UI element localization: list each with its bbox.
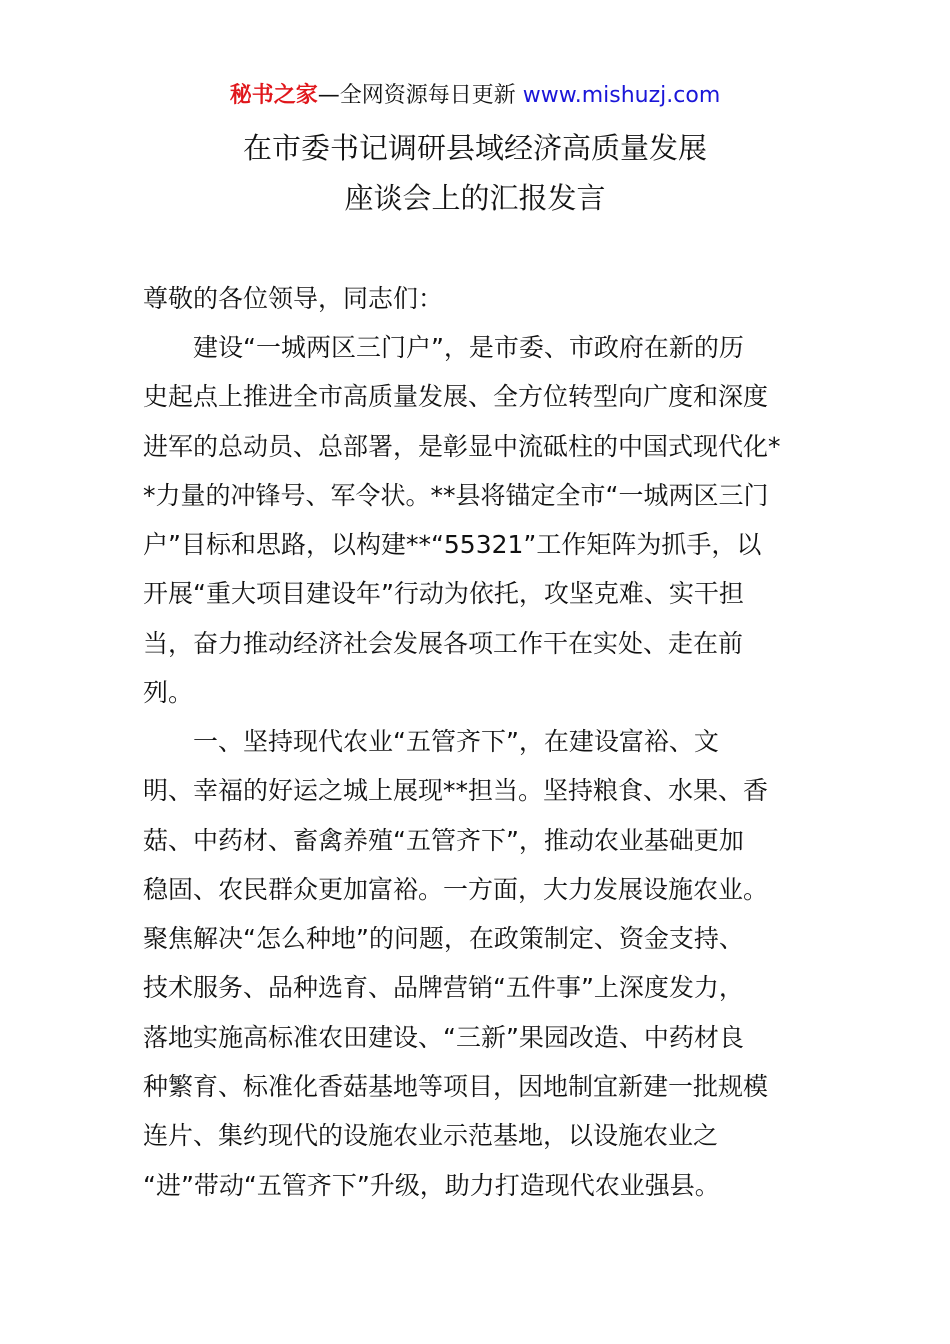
paragraph-1 <box>143 323 808 717</box>
paragraph-line: 明、幸福的好运之城上展现**担当。坚持粮食、水果、香 <box>143 776 769 806</box>
paragraph-line: 落地实施高标准农田建设、“三新”果园改造、中药材良 <box>143 1022 744 1052</box>
paragraph-line: 列。 <box>143 678 194 708</box>
paragraph-line: “进”带动“五管齐下”升级，助力打造现代农业强县。 <box>143 1170 720 1200</box>
paragraph-line: 聚焦解决“怎么种地”的问题，在政策制定、资金支持、 <box>143 924 744 954</box>
paragraph-line: 史起点上推进全市高质量发展、全方位转型向广度和深度 <box>143 382 769 412</box>
document-title-line-1: 在市委书记调研县域经济高质量发展 <box>242 131 707 165</box>
paragraph-line: 连片、集约现代的设施农业示范基地，以设施农业之 <box>143 1121 719 1151</box>
paragraph-line: 开展“重大项目建设年”行动为依托，攻坚克难、实干担 <box>143 579 744 609</box>
paragraph-line: 户”目标和思路，以构建**“55321”工作矩阵为抓手，以 <box>143 530 762 560</box>
paragraph-line: 建设“一城两区三门户”，是市委、市政府在新的历 <box>143 333 744 362</box>
header-tagline: —全网资源每日更新 <box>317 83 516 108</box>
paragraph-line: 种繁育、标准化香菇基地等项目，因地制宜新建一批规模 <box>143 1072 769 1102</box>
site-link[interactable]: www.mishuzj.com <box>522 83 721 108</box>
paragraph-line: 一、坚持现代农业“五管齐下”，在建设富裕、文 <box>143 727 719 756</box>
document-title-line-2: 座谈会上的汇报发言 <box>344 181 606 215</box>
paragraph-line: 稳固、农民群众更加富裕。一方面，大力发展设施农业。 <box>143 874 769 904</box>
site-header <box>0 80 950 112</box>
paragraph-line: 菇、中药材、畜禽养殖“五管齐下”，推动农业基础更加 <box>143 825 744 855</box>
brand-name: 秘书之家 <box>229 83 318 108</box>
paragraph-line: 进军的总动员、总部署，是彰显中流砥柱的中国式现代化* <box>143 431 781 461</box>
paragraph-line: 当，奋力推动经济社会发展各项工作干在实处、走在前 <box>143 628 744 658</box>
salutation: 尊敬的各位领导，同志们： <box>143 284 444 313</box>
paragraph-line: *力量的冲锋号、军令状。**县将锚定全市“一城两区三门 <box>143 480 769 510</box>
paragraph-2 <box>143 717 808 1210</box>
paragraph-line: 技术服务、品种选育、品牌营销“五件事”上深度发力， <box>143 973 744 1003</box>
